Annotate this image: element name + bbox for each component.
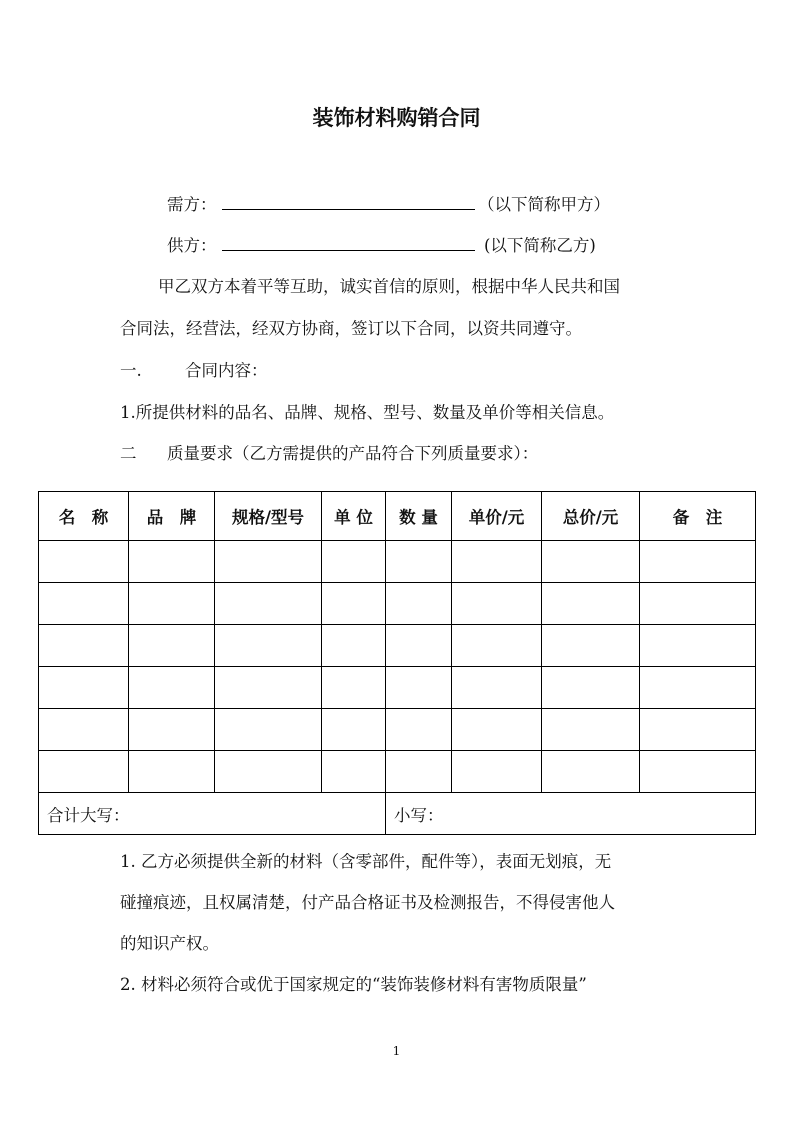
section-2-heading: 质量要求（乙方需提供的产品符合下列质量要求）：	[167, 444, 539, 463]
table-row	[39, 541, 756, 583]
header-brand: 品 牌	[129, 492, 215, 541]
table-cell[interactable]	[386, 541, 452, 583]
table-cell[interactable]	[640, 625, 756, 667]
intro-line-2: 合同法，经营法，经双方协商，签订以下合同，以资共同遵守。	[120, 319, 582, 338]
supplier-label: 供方：	[167, 236, 217, 255]
table-total-row	[39, 793, 756, 835]
intro-line-1: 甲乙双方本着平等互助，诚实首信的原则，根据中华人民共和国	[158, 277, 620, 296]
table-cell[interactable]	[542, 583, 640, 625]
table-cell[interactable]	[39, 667, 129, 709]
page-number: 1	[392, 1044, 401, 1058]
total-in-words-cell[interactable]	[39, 793, 386, 835]
table-cell[interactable]	[542, 709, 640, 751]
table-cell[interactable]	[129, 625, 215, 667]
document-title: 装饰材料购销合同	[312, 105, 481, 130]
buyer-name-blank[interactable]	[222, 209, 475, 210]
total-in-figures-label: 小写：	[394, 805, 444, 825]
header-unit: 单 位	[322, 492, 386, 541]
table-row	[39, 625, 756, 667]
table-row	[39, 667, 756, 709]
table-cell[interactable]	[542, 667, 640, 709]
table-cell[interactable]	[215, 667, 322, 709]
total-in-figures-cell[interactable]	[386, 793, 756, 835]
section-2-number: 二	[120, 444, 137, 463]
table-cell[interactable]	[452, 751, 542, 793]
table-cell[interactable]	[452, 667, 542, 709]
header-unit-price: 单价/元	[452, 492, 542, 541]
table-cell[interactable]	[640, 583, 756, 625]
table-header-row	[39, 492, 756, 541]
header-remarks: 备 注	[640, 492, 756, 541]
header-name: 名 称	[39, 492, 129, 541]
total-in-words-label: 合计大写：	[47, 805, 130, 825]
quality-item-1-line-1: 1. 乙方必须提供全新的材料（含零部件，配件等），表面无划痕，无	[120, 852, 612, 871]
table-cell[interactable]	[542, 541, 640, 583]
table-row	[39, 583, 756, 625]
supplier-suffix: (以下简称乙方)	[484, 236, 596, 255]
table-row	[39, 709, 756, 751]
table-cell[interactable]	[542, 625, 640, 667]
table-cell[interactable]	[39, 583, 129, 625]
table-cell[interactable]	[39, 625, 129, 667]
supplier-name-blank[interactable]	[222, 250, 475, 251]
table-cell[interactable]	[452, 625, 542, 667]
table-cell[interactable]	[322, 625, 386, 667]
table-cell[interactable]	[640, 751, 756, 793]
table-cell[interactable]	[215, 709, 322, 751]
table-cell[interactable]	[129, 751, 215, 793]
table-row	[39, 751, 756, 793]
section-1-heading: 合同内容：	[185, 361, 268, 380]
table-cell[interactable]	[386, 625, 452, 667]
table-cell[interactable]	[39, 541, 129, 583]
table-cell[interactable]	[386, 709, 452, 751]
table-cell[interactable]	[39, 751, 129, 793]
table-cell[interactable]	[640, 709, 756, 751]
table-cell[interactable]	[215, 583, 322, 625]
table-cell[interactable]	[640, 667, 756, 709]
table-cell[interactable]	[322, 751, 386, 793]
table-cell[interactable]	[452, 709, 542, 751]
buyer-suffix: （以下简称甲方）	[478, 195, 610, 214]
quality-item-1-line-3: 的知识产权。	[120, 934, 219, 953]
table-cell[interactable]	[129, 667, 215, 709]
header-total-price: 总价/元	[542, 492, 640, 541]
section-1-number: 一.	[120, 361, 142, 380]
table-cell[interactable]	[215, 625, 322, 667]
table-cell[interactable]	[322, 541, 386, 583]
buyer-label: 需方：	[167, 195, 217, 214]
item-1-text: 1.所提供材料的品名、品牌、规格、型号、数量及单价等相关信息。	[120, 403, 615, 422]
table-cell[interactable]	[322, 583, 386, 625]
table-cell[interactable]	[215, 541, 322, 583]
header-spec-model: 规格/型号	[215, 492, 322, 541]
table-cell[interactable]	[129, 541, 215, 583]
table-cell[interactable]	[386, 583, 452, 625]
table-cell[interactable]	[39, 709, 129, 751]
goods-table	[38, 491, 756, 835]
table-cell[interactable]	[129, 583, 215, 625]
table-cell[interactable]	[542, 751, 640, 793]
quality-item-2-line-1: 2. 材料必须符合或优于国家规定的“装饰装修材料有害物质限量”	[120, 975, 587, 994]
table-cell[interactable]	[322, 709, 386, 751]
table-cell[interactable]	[386, 751, 452, 793]
header-quantity: 数 量	[386, 492, 452, 541]
table-cell[interactable]	[215, 751, 322, 793]
quality-item-1-line-2: 碰撞痕迹，且权属清楚，付产品合格证书及检测报告，不得侵害他人	[120, 893, 615, 912]
table-cell[interactable]	[322, 667, 386, 709]
table-cell[interactable]	[452, 583, 542, 625]
table-cell[interactable]	[129, 709, 215, 751]
table-cell[interactable]	[640, 541, 756, 583]
table-cell[interactable]	[386, 667, 452, 709]
table-cell[interactable]	[452, 541, 542, 583]
